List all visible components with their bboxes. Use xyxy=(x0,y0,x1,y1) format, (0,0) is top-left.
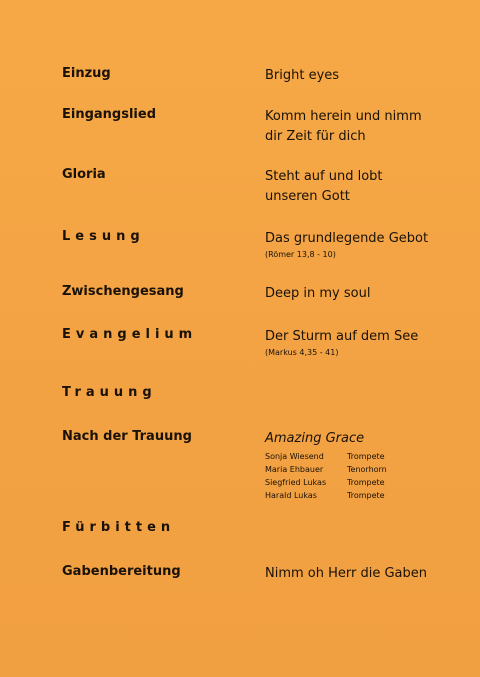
section-content xyxy=(265,66,465,86)
song-title: Deep in my soul xyxy=(265,286,371,301)
section-label: Eingangslied xyxy=(62,107,157,122)
section-label: Trauung xyxy=(62,385,157,400)
section-content xyxy=(265,564,465,584)
musician-instrument: Tenorhorn xyxy=(347,465,387,474)
song-title-line: dir Zeit für dich xyxy=(265,129,366,144)
musician-list xyxy=(265,450,465,502)
song-title-line: Steht auf und lobt xyxy=(265,169,383,184)
musician-name: Sonja Wiesend xyxy=(265,452,324,461)
musician-entry xyxy=(265,450,465,463)
musician-name: Maria Ehbauer xyxy=(265,465,324,474)
section-label: Gabenbereitung xyxy=(62,564,181,579)
musician-entry xyxy=(265,476,465,489)
musician-entry xyxy=(265,463,465,476)
song-title: Bright eyes xyxy=(265,68,340,83)
musician-instrument: Trompete xyxy=(347,452,385,461)
musician-name: Harald Lukas xyxy=(265,491,317,500)
musician-entry xyxy=(265,489,465,502)
song-title-line: Komm herein und nimm xyxy=(265,109,422,124)
section-content xyxy=(265,429,465,502)
reading-title: Der Sturm auf dem See xyxy=(265,329,419,344)
song-title-line: unseren Gott xyxy=(265,189,350,204)
section-label: Evangelium xyxy=(62,327,198,342)
section-content xyxy=(265,327,465,358)
musician-instrument: Trompete xyxy=(347,491,385,500)
section-label: Nach der Trauung xyxy=(62,429,192,444)
section-label: Zwischengesang xyxy=(62,284,184,299)
song-title: Amazing Grace xyxy=(265,431,365,446)
musician-instrument: Trompete xyxy=(347,478,385,487)
bible-reference: (Markus 4,35 - 41) xyxy=(265,348,339,357)
reading-title: Das grundlegende Gebot xyxy=(265,231,429,246)
section-label: Lesung xyxy=(62,229,145,244)
section-content xyxy=(265,229,465,260)
song-title: Nimm oh Herr die Gaben xyxy=(265,566,428,581)
section-label: Gloria xyxy=(62,167,106,182)
bible-reference: (Römer 13,8 - 10) xyxy=(265,250,336,259)
musician-name: Siegfried Lukas xyxy=(265,478,327,487)
section-content xyxy=(265,284,465,304)
section-label: Fürbitten xyxy=(62,520,176,535)
section-content xyxy=(265,167,465,207)
section-content xyxy=(265,107,465,147)
section-label: Einzug xyxy=(62,66,111,81)
